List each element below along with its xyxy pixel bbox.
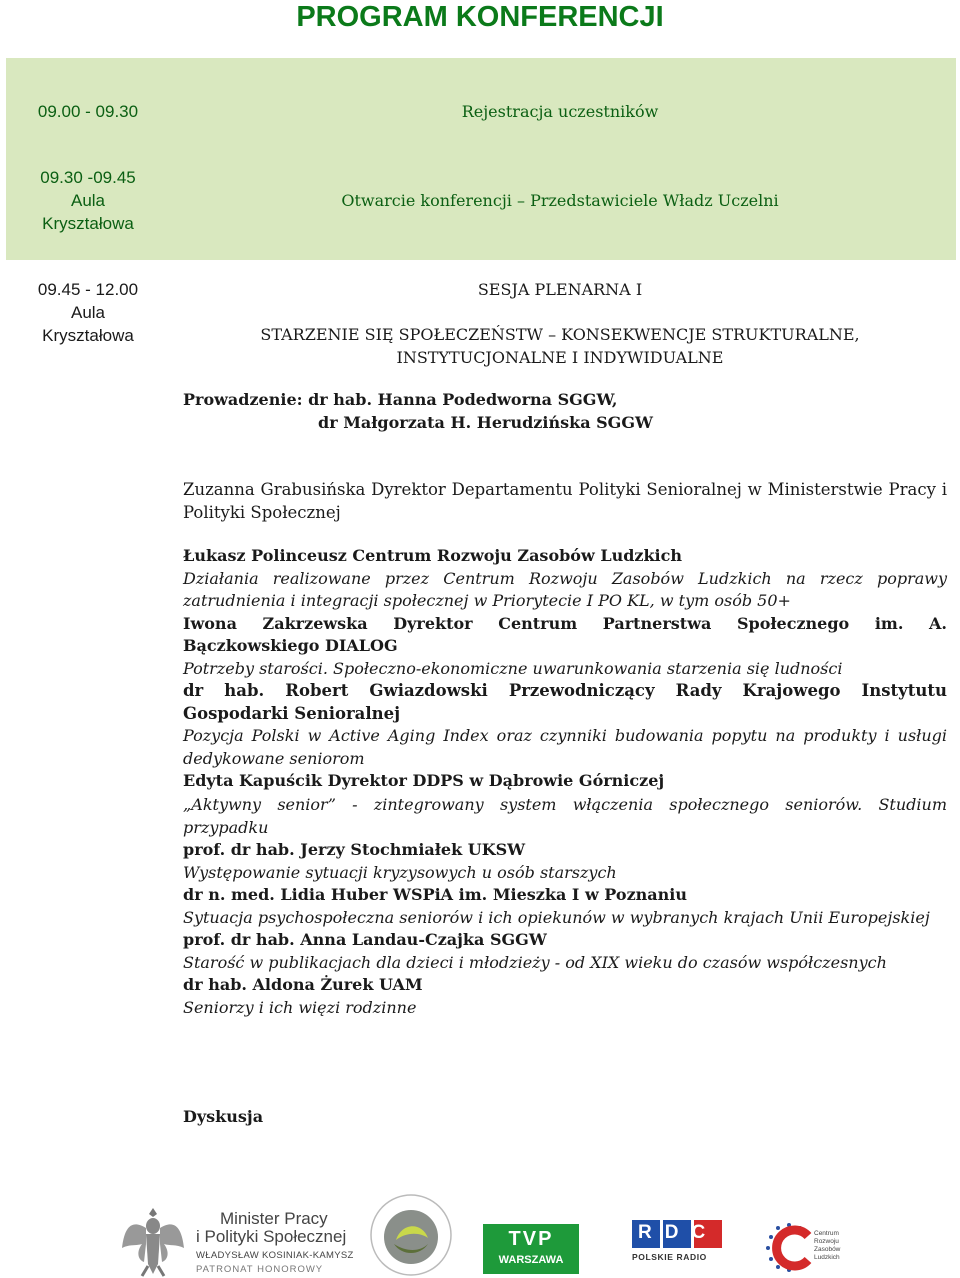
speaker-1-name: Łukasz Polinceusz Centrum Rozwoju Zasobów Ludzkich — [183, 546, 683, 565]
schedule-event-2: Otwarcie konferencji – Przedstawiciele Władz Uczelni — [341, 191, 779, 210]
page-title: PROGRAM KONFERENCJI — [296, 1, 664, 33]
rdc-sub: POLSKIE RADIO — [632, 1252, 707, 1262]
session-place1: Aula — [70, 303, 106, 322]
speaker-3-name: dr hab. Robert Gwiazdowski Przewodniczący Rady Krajowego Instytutu Gospodarki Senioralnej — [183, 681, 947, 723]
crzl-logo — [764, 1220, 854, 1274]
kigs-logo — [366, 1192, 456, 1278]
session-moderation — [183, 389, 947, 434]
speaker-4-talk: „Aktywny senior” - zintegrowany system włączenia społecznego seniorów. Studium przypadku — [183, 795, 947, 837]
session-time: 09.45 - 12.00 — [37, 280, 139, 299]
session-topic — [160, 323, 960, 369]
sponsor-logos — [0, 1190, 960, 1278]
moderation-line1: Prowadzenie: dr hab. Hanna Podedworna SGGW, — [183, 390, 618, 409]
speaker-8-name: dr hab. Aldona Żurek UAM — [183, 975, 423, 994]
rdc-logo — [632, 1220, 728, 1270]
session-time-block — [18, 278, 158, 347]
schedule-time-2-time: 09.30 -09.45 — [40, 168, 136, 187]
discussion-label: Dyskusja — [183, 1107, 264, 1126]
speaker-1 — [183, 545, 947, 793]
rdc-text: RDC — [638, 1222, 719, 1243]
session-name: SESJA PLENARNA I — [477, 280, 643, 299]
speaker-2-name: Iwona Zakrzewska Dyrektor Centrum Partnerstwa Społecznego im. A. Bączkowskiego DIALOG — [183, 613, 947, 655]
speaker-5-name: prof. dr hab. Jerzy Stochmiałek UKSW — [183, 840, 526, 859]
speaker-4-name: Edyta Kapuścik Dyrektor DDPS w Dąbrowie Górniczej — [183, 771, 665, 790]
speaker-2-talk: Potrzeby starości. Społeczno-ekonomiczne uwarunkowania starzenia się ludności — [183, 658, 843, 678]
tvp-city: WARSZAWA — [498, 1254, 564, 1266]
schedule-time-2-place1: Aula — [70, 191, 106, 210]
tvp-logo — [483, 1224, 579, 1274]
polish-eagle-icon — [120, 1204, 186, 1278]
speaker-8-talk: Seniorzy i ich więzi rodzinne — [183, 997, 417, 1017]
schedule-time-2-place2: Kryształowa — [42, 214, 134, 233]
tvp-text: TVP — [508, 1228, 554, 1250]
speaker-6-talk: Sytuacja psychospołeczna seniorów i ich opiekunów w wybranych krajach Unii Europejskiej — [183, 907, 930, 927]
ministry-line1: Minister Pracy — [220, 1209, 328, 1228]
speaker-7-name: prof. dr hab. Anna Landau-Czajka SGGW — [183, 930, 547, 949]
schedule-time-2 — [18, 166, 158, 235]
ministry-patron: PATRONAT HONOROWY — [196, 1264, 324, 1275]
session-topic-line1: STARZENIE SIĘ SPOŁECZEŃSTW – KONSEKWENCJE STRUKTURALNE, — [260, 325, 860, 344]
moderation-line2: dr Małgorzata H. Herudzińska SGGW — [318, 412, 653, 432]
speaker-1-talk: Działania realizowane przez Centrum Rozwoju Zasobów Ludzkich na rzecz poprawy zatrudnienia i integracji społecznej w Priorytecie I PO KL, w tym osób 50+ — [183, 568, 947, 610]
crzl-text: Centrum Rozwoju Zasobów Ludzkich — [814, 1230, 841, 1261]
speaker-4-talk-block — [183, 794, 947, 1019]
ministry-logo — [196, 1210, 361, 1276]
speaker-6-name: dr n. med. Lidia Huber WSPiA im. Mieszka I w Poznaniu — [183, 885, 687, 904]
schedule-event-1: Rejestracja uczestników — [461, 102, 659, 121]
speaker-0-name: Zuzanna Grabusińska Dyrektor Departamentu Polityki Senioralnej w Ministerstwie Pracy i Polityki Społecznej — [183, 480, 947, 522]
schedule-time-1: 09.00 - 09.30 — [37, 102, 139, 121]
ministry-line2: i Polityki Społecznej — [196, 1227, 347, 1246]
crzl-emblem-icon — [764, 1220, 814, 1274]
session-place2: Kryształowa — [42, 326, 134, 345]
speaker-3-talk: Pozycja Polski w Active Aging Index oraz czynniki budowania popytu na produkty i usługi dedykowane seniorom — [183, 726, 947, 768]
session-topic-line2: INSTYTUCJONALNE I INDYWIDUALNE — [396, 348, 724, 367]
speaker-5-talk: Występowanie sytuacji kryzysowych u osób starszych — [183, 862, 617, 882]
speaker-7-talk: Starość w publikacjach dla dzieci i młodzieży - od XIX wieku do czasów współczesnych — [183, 952, 887, 972]
ministry-name: WŁADYSŁAW KOSINIAK-KAMYSZ — [196, 1250, 354, 1261]
